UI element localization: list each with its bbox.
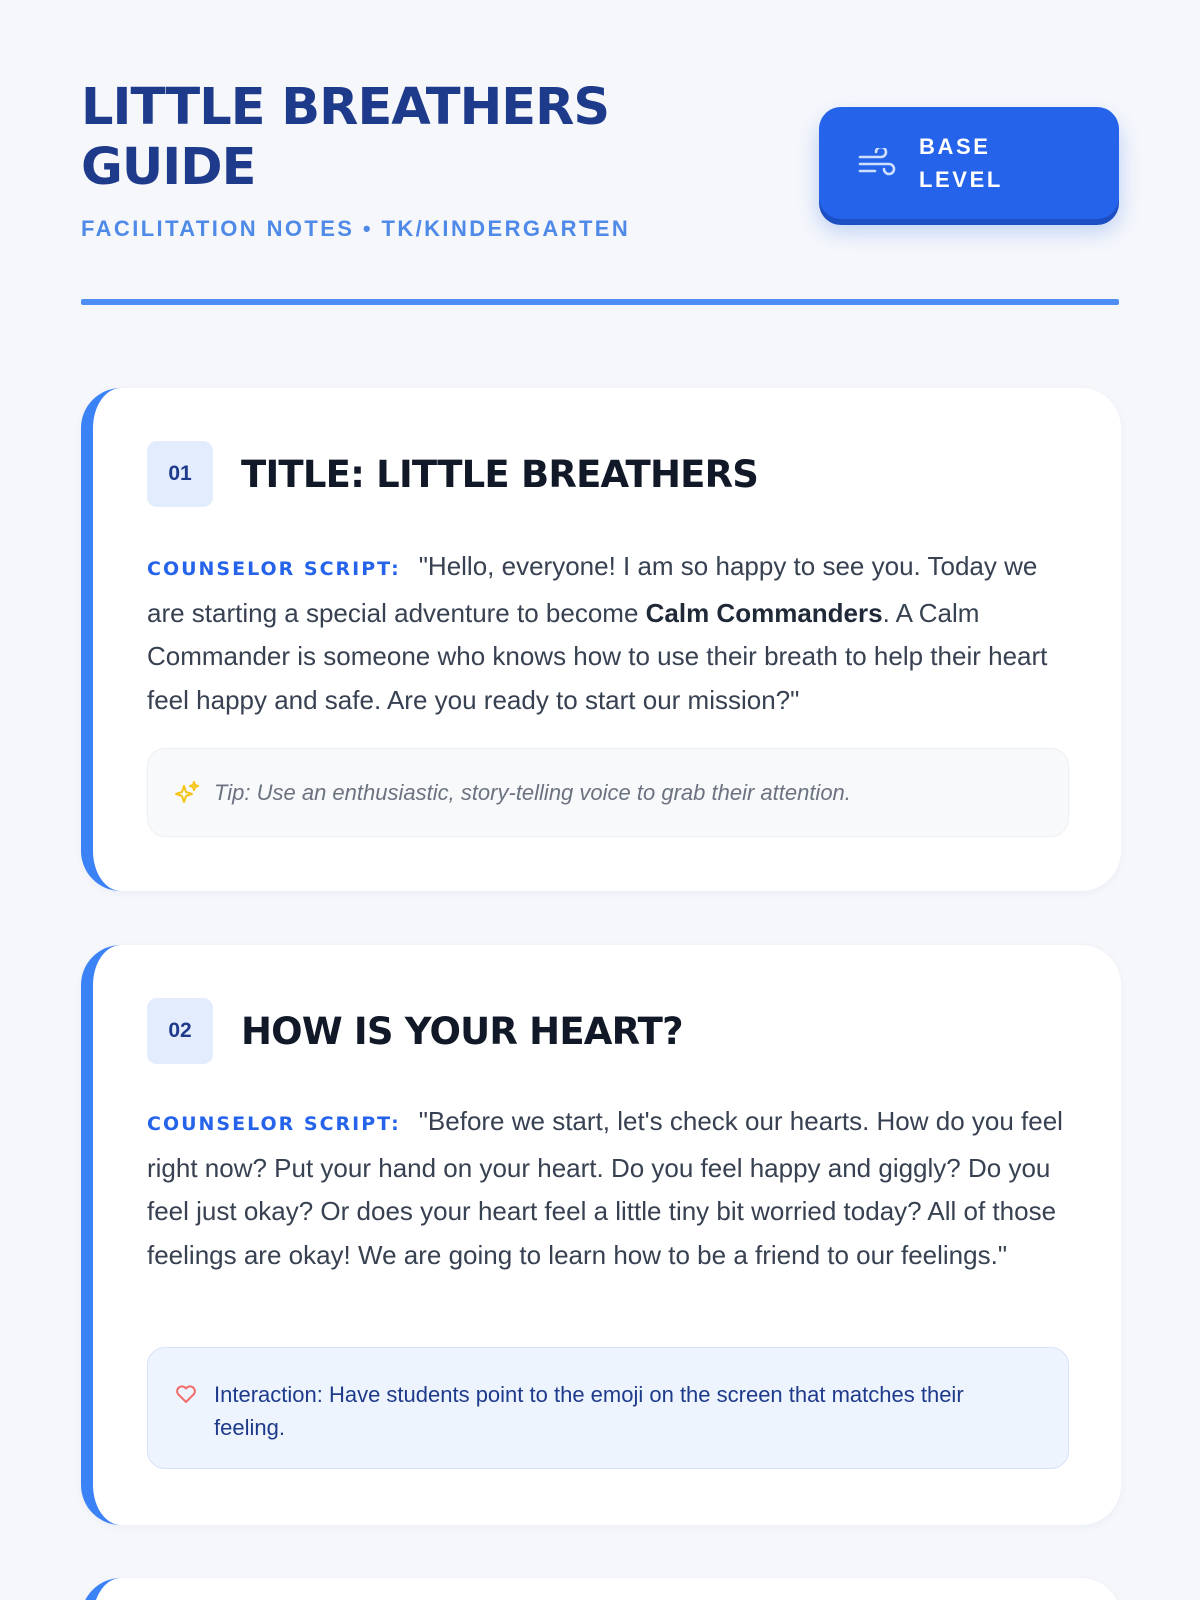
tip-note: [147, 748, 1069, 837]
page-header: [81, 0, 1119, 310]
heart-icon: [174, 1382, 200, 1408]
section-number-badge: 02: [147, 998, 213, 1064]
page-title: LITTLE BREATHERS GUIDE: [81, 78, 610, 197]
interaction-note: [147, 1347, 1069, 1469]
level-button-label: BASE LEVEL: [919, 134, 1003, 192]
section-card-01: [81, 388, 1121, 891]
section-header: [147, 998, 683, 1064]
tip-text: Tip: Use an enthusiastic, story-telling voice to grab their attention.: [214, 779, 851, 805]
interaction-text: Interaction: Have students point to the emoji on the screen that matches their feeling.: [214, 1382, 964, 1440]
section-title: HOW IS YOUR HEART?: [241, 1009, 683, 1053]
script-text-start: "Hello, everyone! I am so happy to see you. Today we are starting a special adventure to become: [147, 551, 1038, 628]
wind-icon: [857, 145, 899, 181]
counselor-script: [147, 545, 1069, 722]
section-title: TITLE: LITTLE BREATHERS: [241, 452, 759, 496]
script-label: COUNSELOR SCRIPT:: [147, 558, 401, 580]
script-text-end: . A Calm Commander is someone who knows how to use their breath to help their heart feel happy and safe. Are you ready to start our mission?": [147, 597, 1048, 715]
section-header: [147, 441, 758, 507]
section-number-badge: 01: [147, 441, 213, 507]
header-divider: [81, 299, 1119, 305]
page-subtitle: FACILITATION NOTES • TK/KINDERGARTEN: [81, 216, 631, 241]
script-label: COUNSELOR SCRIPT:: [147, 1113, 401, 1135]
script-text: "Before we start, let's check our hearts. How do you feel right now? Put your hand on your heart. Do you feel happy and giggly? Do you feel just okay? Or does your heart feel a little tiny bit worried today? All of those feelings are okay! We are going to learn how to be a friend to our feelings.": [147, 1106, 1063, 1270]
sparkles-icon: [174, 780, 200, 806]
counselor-script: [147, 1100, 1069, 1277]
section-card-02: [81, 945, 1121, 1525]
script-highlight: Calm Commanders: [645, 597, 883, 628]
section-card-03: [81, 1578, 1121, 1600]
base-level-button[interactable]: [819, 107, 1119, 219]
